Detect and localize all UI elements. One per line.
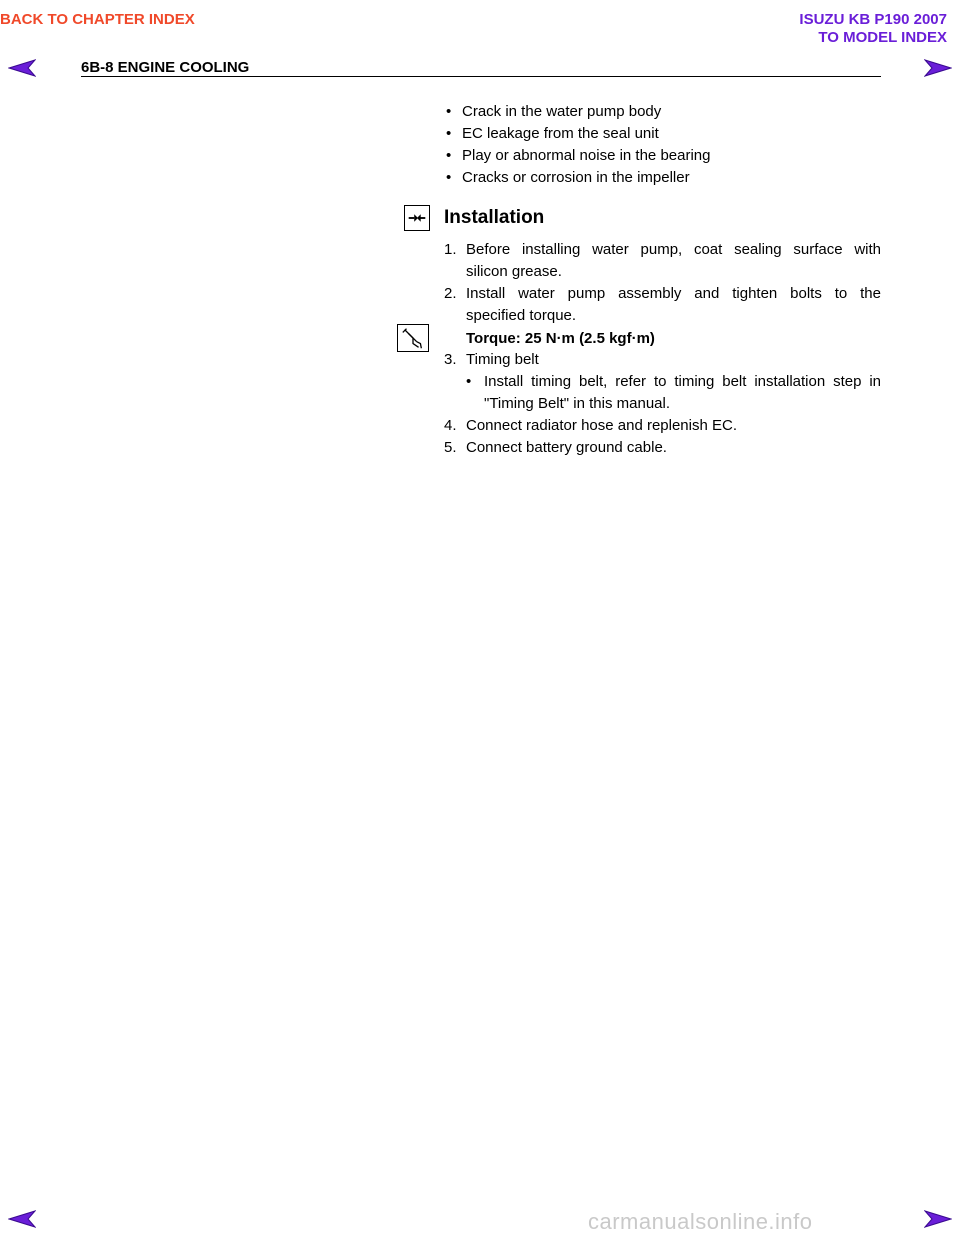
- back-to-chapter-index-link[interactable]: BACK TO CHAPTER INDEX: [0, 11, 195, 28]
- bullet-text: Crack in the water pump body: [462, 103, 662, 120]
- step-text-continued: specified torque.: [466, 307, 577, 324]
- step-text: Connect radiator hose and replenish EC.: [466, 417, 737, 434]
- step-text: Timing belt: [466, 351, 539, 368]
- bullet-icon: •: [446, 147, 452, 164]
- torque-spec: Torque: 25 N·m (2.5 kgf·m): [466, 330, 655, 347]
- header-divider: [81, 76, 881, 77]
- step-text-continued: silicon grease.: [466, 263, 562, 280]
- bullet-text: Cracks or corrosion in the impeller: [462, 169, 690, 186]
- section-heading: 6B-8 ENGINE COOLING: [81, 59, 250, 76]
- model-index-link[interactable]: TO MODEL INDEX: [818, 29, 947, 46]
- step-number: 2.: [444, 285, 457, 302]
- step-number: 3.: [444, 351, 457, 368]
- model-title-link[interactable]: ISUZU KB P190 2007: [799, 11, 947, 28]
- step-text: Before installing water pump, coat sealing surface with: [466, 241, 881, 258]
- bullet-text: Play or abnormal noise in the bearing: [462, 147, 711, 164]
- sub-step-text: Install timing belt, refer to timing belt installation step in: [484, 373, 881, 390]
- bullet-text: EC leakage from the seal unit: [462, 125, 659, 142]
- installation-title: Installation: [444, 207, 545, 228]
- next-arrow-icon[interactable]: [924, 58, 952, 78]
- step-number: 4.: [444, 417, 457, 434]
- installation-icon: [404, 205, 430, 231]
- prev-arrow-icon[interactable]: [8, 1209, 36, 1229]
- step-text: Install water pump assembly and tighten bolts to the: [466, 285, 881, 302]
- sub-step-text-continued: "Timing Belt" in this manual.: [484, 395, 670, 412]
- prev-arrow-icon[interactable]: [8, 58, 36, 78]
- bullet-icon: •: [446, 169, 452, 186]
- bullet-icon: •: [446, 125, 452, 142]
- bullet-icon: •: [466, 373, 472, 390]
- watermark: carmanualsonline.info: [588, 1209, 813, 1234]
- step-number: 5.: [444, 439, 457, 456]
- bullet-icon: •: [446, 103, 452, 120]
- next-arrow-icon[interactable]: [924, 1209, 952, 1229]
- torque-wrench-icon: [397, 324, 429, 352]
- step-text: Connect battery ground cable.: [466, 439, 667, 456]
- step-number: 1.: [444, 241, 457, 258]
